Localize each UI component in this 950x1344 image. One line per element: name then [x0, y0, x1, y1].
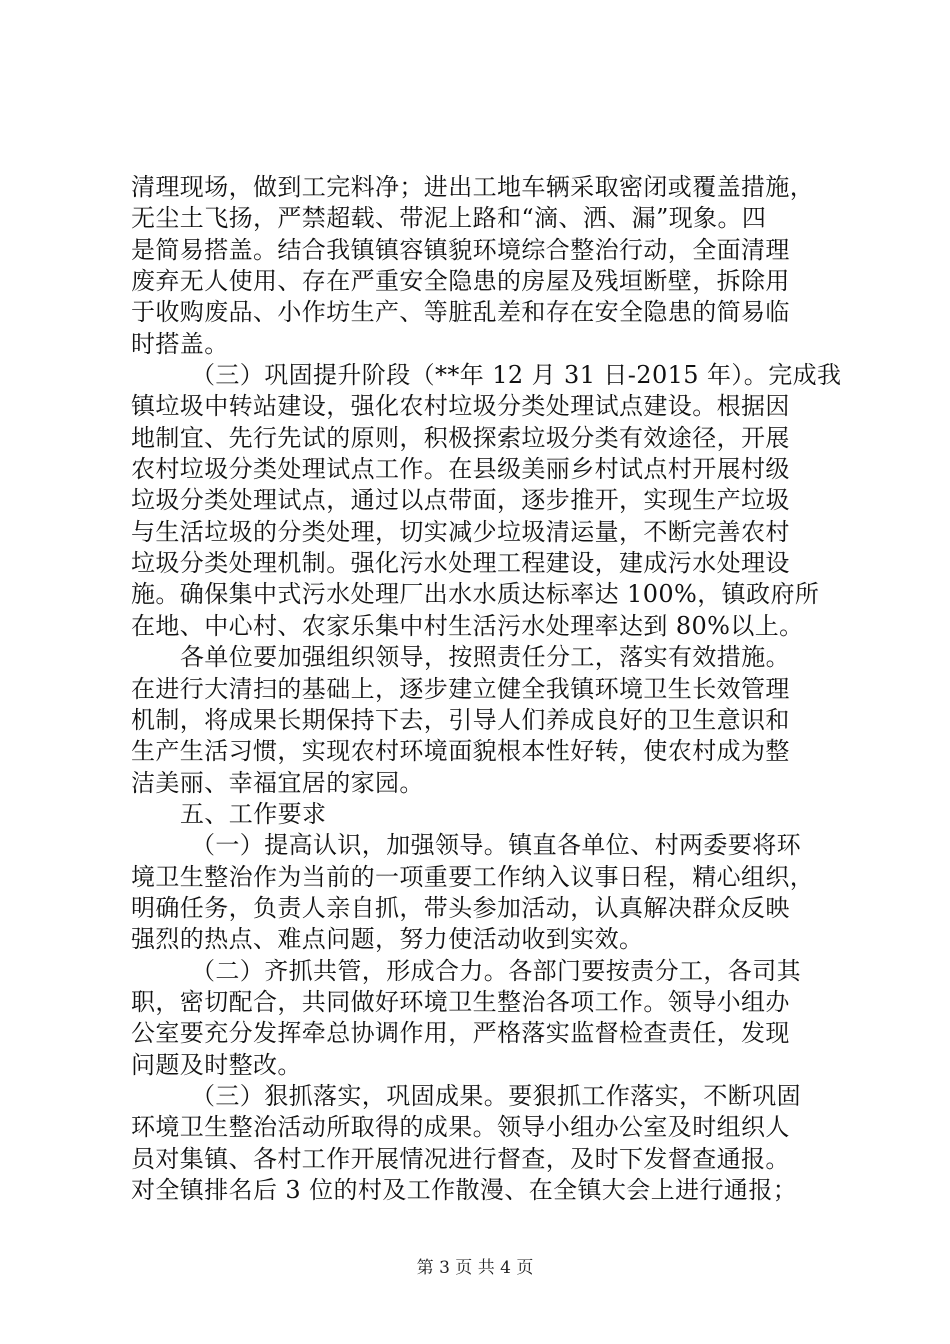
- paragraph-start-line: （一）提高认识，加强领导。镇直各单位、村两委要将环: [191, 831, 801, 860]
- text-line: 机制，将成果长期保持下去，引导人们养成良好的卫生意识和: [131, 705, 790, 734]
- text-line: 强烈的热点、难点问题，努力使活动收到实效。: [131, 925, 644, 954]
- text-line: 镇垃圾中转站建设，强化农村垃圾分类处理试点建设。根据因: [131, 392, 790, 421]
- paragraph-start-line: （三）巩固提升阶段（**年 12 月 31 日-2015 年）。完成我: [191, 361, 842, 390]
- paragraph-start-line: （三）狠抓落实，巩固成果。要狠抓工作落实，不断巩固: [191, 1081, 801, 1110]
- text-line: 明确任务，负责人亲自抓，带头参加活动，认真解决群众反映: [131, 893, 790, 922]
- document-body: [131, 172, 842, 1206]
- paragraph-start-line: 各单位要加强组织领导，按照责任分工，落实有效措施。: [180, 643, 790, 672]
- text-line: 无尘土飞扬，严禁超载、带泥上路和“滴、洒、漏”现象。四: [131, 204, 767, 233]
- text-line: 垃圾分类处理机制。强化污水处理工程建设，建成污水处理设: [131, 549, 790, 578]
- section-heading: 五、工作要求: [180, 799, 327, 828]
- text-line: 农村垃圾分类处理试点工作。在县级美丽乡村试点村开展村级: [131, 455, 790, 484]
- text-line: 生产生活习惯，实现农村环境面貌根本性好转，使农村成为整: [131, 737, 790, 766]
- text-line: 环境卫生整治活动所取得的成果。领导小组办公室及时组织人: [131, 1113, 790, 1142]
- text-line: 清理现场，做到工完料净；进出工地车辆采取密闭或覆盖措施，: [131, 173, 815, 201]
- text-line: 员对集镇、各村工作开展情况进行督查，及时下发督查通报。: [131, 1144, 790, 1173]
- text-line: 时搭盖。: [131, 329, 229, 358]
- page-number-footer: 第 3 页 共 4 页: [416, 1258, 534, 1278]
- text-line: 在进行大清扫的基础上，逐步建立健全我镇环境卫生长效管理: [131, 674, 790, 703]
- text-line: 职，密切配合，共同做好环境卫生整治各项工作。领导小组办: [131, 987, 790, 1016]
- text-line: 于收购废品、小作坊生产、等脏乱差和存在安全隐患的简易临: [131, 298, 790, 327]
- text-line: 垃圾分类处理试点，通过以点带面，逐步推开，实现生产垃圾: [131, 486, 790, 515]
- text-line: 境卫生整治作为当前的一项重要工作纳入议事日程，精心组织，: [131, 862, 815, 891]
- text-line: 问题及时整改。: [131, 1050, 302, 1079]
- text-line: 洁美丽、幸福宜居的家园。: [131, 768, 424, 797]
- text-line: 地制宜、先行先试的原则，积极探索垃圾分类有效途径，开展: [131, 423, 790, 452]
- text-line: 对全镇排名后 3 位的村及工作散漫、在全镇大会上进行通报；: [131, 1176, 798, 1204]
- text-line: 废弃无人使用、存在严重安全隐患的房屋及残垣断壁，拆除用: [131, 267, 790, 296]
- text-line: 是简易搭盖。结合我镇镇容镇貌环境综合整治行动，全面清理: [131, 235, 790, 264]
- text-line: 施。确保集中式污水处理厂出水水质达标率达 100%，镇政府所: [131, 580, 820, 609]
- paragraph-start-line: （二）齐抓共管，形成合力。各部门要按责分工，各司其: [191, 956, 801, 985]
- text-line: 与生活垃圾的分类处理，切实减少垃圾清运量，不断完善农村: [131, 517, 790, 546]
- text-line: 公室要充分发挥牵总协调作用，严格落实监督检查责任，发现: [131, 1019, 790, 1048]
- text-line: 在地、中心村、农家乐集中村生活污水处理率达到 80%以上。: [131, 611, 804, 640]
